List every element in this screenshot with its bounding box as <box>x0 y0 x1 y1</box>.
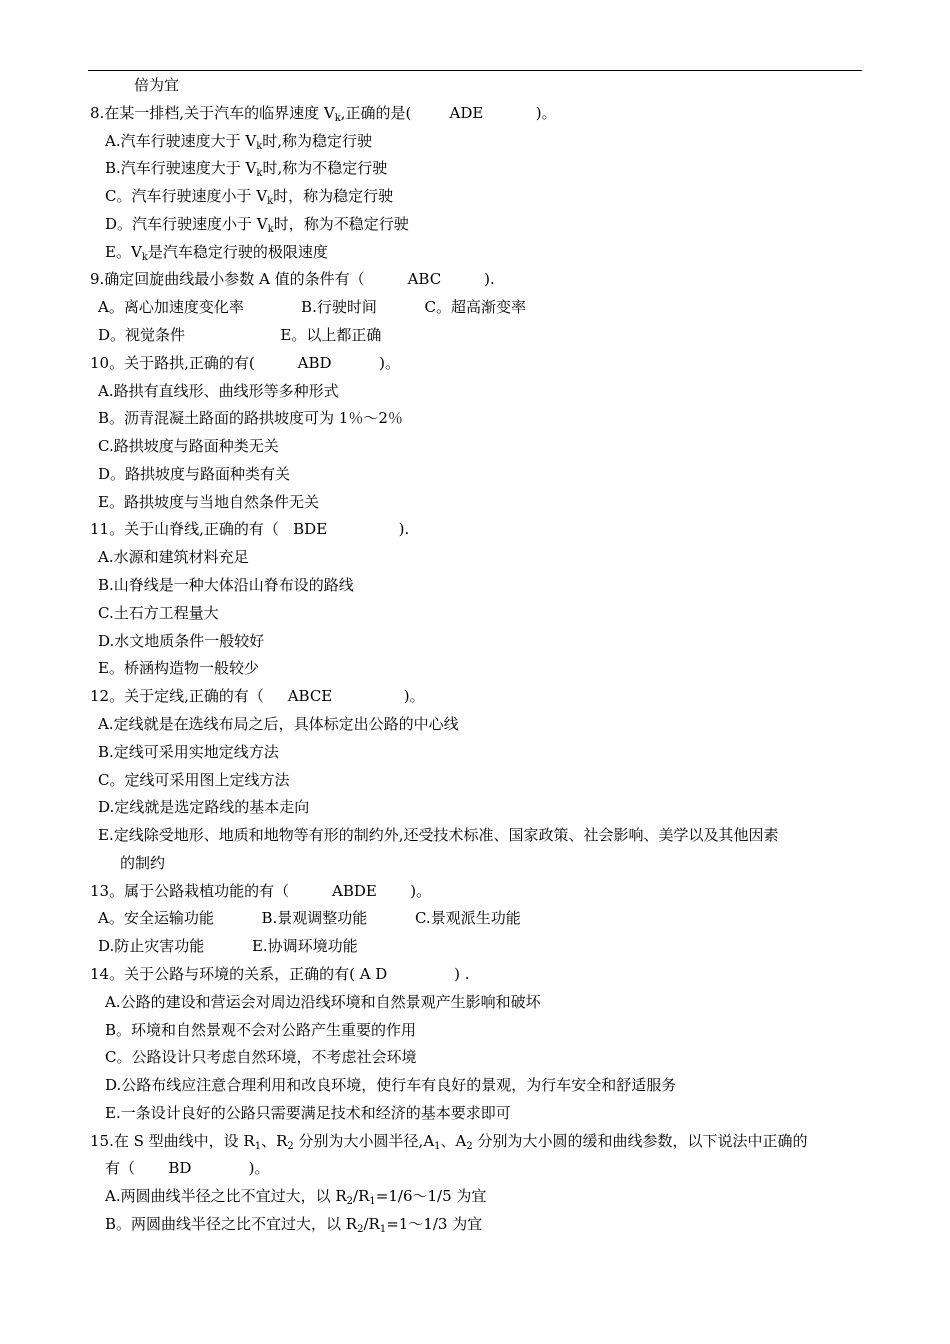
text-line <box>98 603 219 623</box>
text-line <box>90 881 431 901</box>
text-line <box>90 269 495 289</box>
text-line <box>98 436 279 456</box>
subscript: 1 <box>369 1196 376 1208</box>
line-text: 9.确定回旋曲线最小参数 A 值的条件有（ ABC ). <box>90 270 495 289</box>
text-line <box>98 464 290 484</box>
line-text: B.定线可采用实地定线方法 <box>98 742 279 761</box>
subscript: 2 <box>346 1196 354 1208</box>
line-text: A.定线就是在选线布局之后，具体标定出公路的中心线 <box>98 714 459 733</box>
text-line <box>105 1020 416 1040</box>
line-text: B.山脊线是一种大体沿山脊布设的路线 <box>98 576 354 595</box>
line-text: 10。关于路拱,正确的有( ABD )。 <box>90 353 401 372</box>
line-text: A.水源和建筑材料充足 <box>98 548 249 567</box>
line-text: 分别为大小圆半径,A <box>293 1131 435 1150</box>
subscript: k <box>256 168 263 180</box>
line-text: E.定线除受地形、地质和地物等有形的制约外,还受技术标准、国家政策、社会影响、美学以及其他因素 <box>98 826 779 845</box>
line-text: 13。属于公路栽植功能的有（ ABDE )。 <box>90 881 432 900</box>
subscript: k <box>334 112 341 124</box>
line-text: A.汽车行驶速度大于 V <box>105 131 257 150</box>
text-line <box>90 519 409 539</box>
subscript: k <box>141 251 148 263</box>
line-text: 分别为大小圆的缓和曲线参数，以下说法中正确的 <box>472 1131 808 1150</box>
line-text: 倍为宜 <box>134 76 180 94</box>
line-text: C。汽车行驶速度小于 V <box>105 187 268 206</box>
line-text: D。汽车行驶速度小于 V <box>105 214 268 233</box>
line-text: A。离心加速度变化率 B.行驶时间 C。超高渐变率 <box>98 298 527 317</box>
text-line <box>105 1158 270 1178</box>
subscript: k <box>267 196 274 208</box>
text-line <box>98 908 521 928</box>
line-text: =1/6～1/5 为宜 <box>375 1187 487 1206</box>
subscript: k <box>256 140 263 152</box>
line-text: C.路拱坡度与路面种类无关 <box>98 437 279 456</box>
text-line <box>98 547 249 567</box>
line-text: E。桥涵构造物一般较少 <box>98 659 259 678</box>
text-line <box>98 492 319 512</box>
text-line <box>90 353 400 373</box>
text-line <box>134 75 179 95</box>
text-line <box>105 214 409 234</box>
line-text: 、A <box>440 1131 467 1150</box>
text-line <box>90 1131 808 1151</box>
line-text: C.土石方工程量大 <box>98 603 219 622</box>
text-line <box>120 853 165 873</box>
line-text: /R <box>353 1187 370 1206</box>
line-text: 的制约 <box>120 853 166 872</box>
line-text: B。沥青混凝土路面的路拱坡度可为 1％～2％ <box>98 409 403 428</box>
text-line <box>105 992 541 1012</box>
line-text: 12。关于定线,正确的有（ ABCE )。 <box>90 687 425 706</box>
text-line <box>98 714 459 734</box>
line-text: A。安全运输功能 B.景观调整功能 C.景观派生功能 <box>98 909 521 928</box>
line-text: 11。关于山脊线,正确的有（ BDE ). <box>90 520 410 539</box>
subscript: 2 <box>466 1140 473 1152</box>
line-text: C。公路设计只考虑自然环境，不考虑社会环境 <box>105 1048 417 1067</box>
line-text: D.防止灾害功能 E.协调环境功能 <box>98 937 358 956</box>
line-text: ,正确的是( ADE )。 <box>340 103 557 122</box>
header-rule <box>88 70 862 71</box>
line-text: 15.在 S 型曲线中，设 R <box>90 1131 255 1150</box>
line-text: /R <box>363 1214 380 1233</box>
subscript: 1 <box>434 1140 441 1152</box>
subscript: 2 <box>287 1140 294 1152</box>
text-line <box>98 797 309 817</box>
text-line <box>105 242 328 262</box>
line-text: 时,称为稳定行驶 <box>262 131 373 150</box>
line-text: C。定线可采用图上定线方法 <box>98 770 290 789</box>
line-text: E。V <box>105 242 142 261</box>
text-line <box>105 1214 482 1234</box>
line-text: A.路拱有直线形、曲线形等多种形式 <box>98 381 339 400</box>
subscript: 1 <box>379 1223 387 1235</box>
line-text: D.水文地质条件一般较好 <box>98 631 265 650</box>
text-line <box>105 1186 486 1206</box>
text-line <box>105 1047 416 1067</box>
line-text: D.公路布线应注意合理利用和改良环境，使行车有良好的景观，为行车安全和舒适服务 <box>105 1076 677 1095</box>
text-line <box>98 575 354 595</box>
text-line <box>90 103 557 123</box>
subscript: 2 <box>357 1223 364 1235</box>
line-text: =1～1/3 为宜 <box>386 1214 483 1233</box>
text-line <box>98 297 526 317</box>
subscript: k <box>267 223 274 235</box>
line-text: B。环境和自然景观不会对公路产生重要的作用 <box>105 1020 417 1039</box>
text-line <box>98 770 289 790</box>
line-text: E.一条设计良好的公路只需要满足技术和经济的基本要求即可 <box>105 1103 511 1122</box>
line-text: 是汽车稳定行驶的极限速度 <box>147 242 328 261</box>
text-line <box>98 325 381 345</box>
text-line <box>105 1075 676 1095</box>
line-text: 14。关于公路与环境的关系，正确的有( A D ) . <box>90 964 470 983</box>
line-text: 有（ BD )。 <box>105 1159 270 1178</box>
line-text: 时，称为不稳定行驶 <box>273 214 409 233</box>
line-text: A.两圆曲线半径之比不宜过大，以 R <box>105 1187 347 1206</box>
subscript: 1 <box>254 1140 262 1152</box>
line-text: 时，称为稳定行驶 <box>273 187 394 206</box>
text-line <box>98 381 339 401</box>
text-line <box>90 964 469 984</box>
text-line <box>105 131 372 151</box>
text-line <box>105 186 393 206</box>
text-line <box>98 742 279 762</box>
text-line <box>98 936 358 956</box>
text-line <box>98 631 264 651</box>
text-line <box>98 408 403 428</box>
line-text: D.定线就是选定路线的基本走向 <box>98 798 310 817</box>
text-line <box>105 158 387 178</box>
line-text: 8.在某一排档,关于汽车的临界速度 V <box>90 103 335 122</box>
line-text: 、R <box>261 1131 288 1150</box>
line-text: 时,称为不稳定行驶 <box>262 159 388 178</box>
text-line <box>98 658 259 678</box>
line-text: B。两圆曲线半径之比不宜过大，以 R <box>105 1214 358 1233</box>
line-text: B.汽车行驶速度大于 V <box>105 159 257 178</box>
text-line <box>90 686 425 706</box>
text-line <box>98 825 779 845</box>
line-text: A.公路的建设和营运会对周边沿线环境和自然景观产生影响和破坏 <box>105 992 541 1011</box>
line-text: D。视觉条件 E。以上都正确 <box>98 326 382 345</box>
text-line <box>105 1103 511 1123</box>
line-text: D。路拱坡度与路面种类有关 <box>98 464 291 483</box>
line-text: E。路拱坡度与当地自然条件无关 <box>98 492 319 511</box>
